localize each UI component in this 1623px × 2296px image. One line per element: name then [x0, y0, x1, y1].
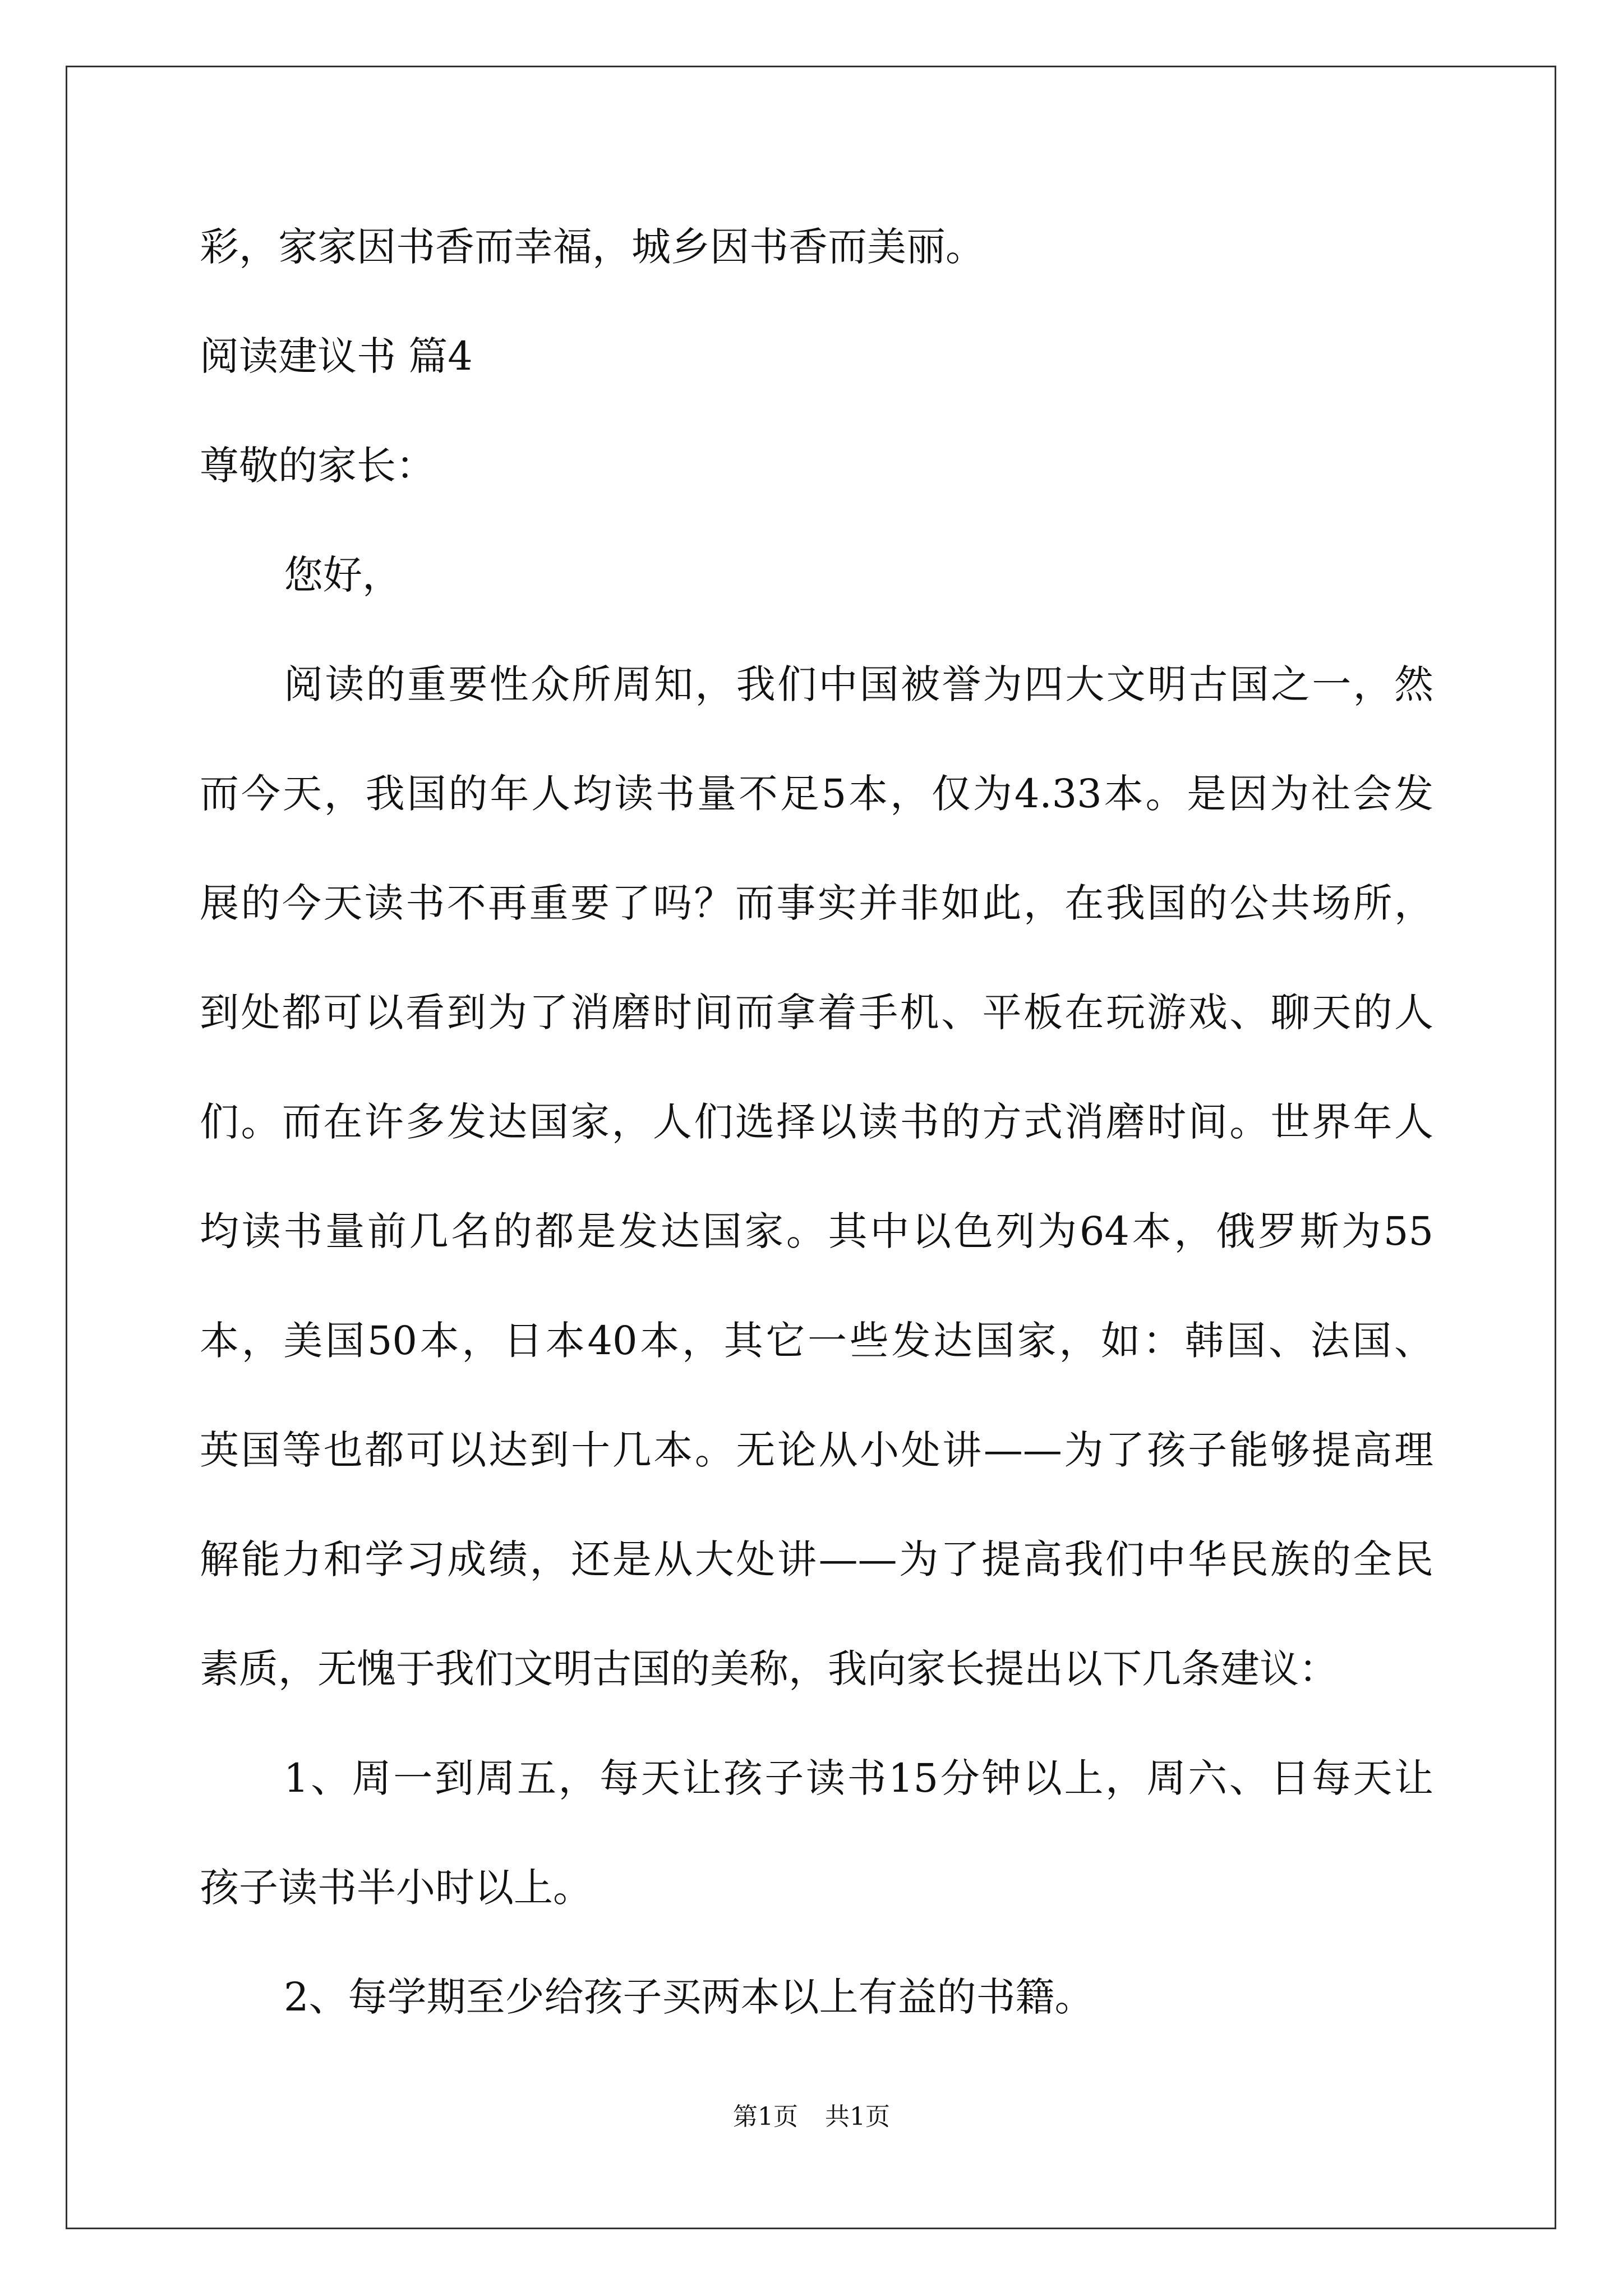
section-heading: 阅读建议书 篇4 — [200, 333, 473, 379]
paragraph-line: 到处都可以看到为了消磨时间而拿着手机、平板在玩游戏、聊天的人 — [200, 990, 1433, 1036]
paragraph-line: 素质，无愧于我们文明古国的美称，我向家长提出以下几条建议： — [200, 1646, 1338, 1692]
list-item: 1、周一到周五，每天让孩子读书15分钟以上，周六、日每天让 — [284, 1755, 1433, 1801]
greeting: 您好， — [284, 552, 402, 598]
paragraph-line: 们。而在许多发达国家，人们选择以读书的方式消磨时间。世界年人 — [200, 1099, 1433, 1145]
list-item: 2、每学期至少给孩子买两本以上有益的书籍。 — [284, 1974, 1094, 2020]
paragraph-line: 英国等也都可以达到十几本。无论从小处讲——为了孩子能够提高理 — [200, 1427, 1433, 1473]
paragraph-line: 解能力和学习成绩，还是从大处讲——为了提高我们中华民族的全民 — [200, 1536, 1433, 1582]
paragraph-line: 而今天，我国的年人均读书量不足5本，仅为4.33本。是因为社会发 — [200, 771, 1433, 817]
page-number: 第1页 — [733, 2102, 798, 2131]
page-total: 共1页 — [825, 2102, 890, 2131]
salutation: 尊敬的家长： — [200, 443, 435, 489]
paragraph-line: 均读书量前几名的都是发达国家。其中以色列为64本，俄罗斯为55 — [200, 1208, 1433, 1254]
paragraph-line: 彩，家家因书香而幸福，城乡因书香而美丽。 — [200, 224, 985, 270]
paragraph-line: 展的今天读书不再重要了吗？而事实并非如此，在我国的公共场所， — [200, 880, 1433, 926]
paragraph-line: 本，美国50本，日本40本，其它一些发达国家，如：韩国、法国、 — [200, 1318, 1433, 1364]
page-footer — [0, 2100, 1623, 2134]
paragraph-line: 阅读的重要性众所周知，我们中国被誉为四大文明古国之一，然 — [284, 661, 1433, 707]
list-item-continuation: 孩子读书半小时以上。 — [200, 1865, 592, 1911]
